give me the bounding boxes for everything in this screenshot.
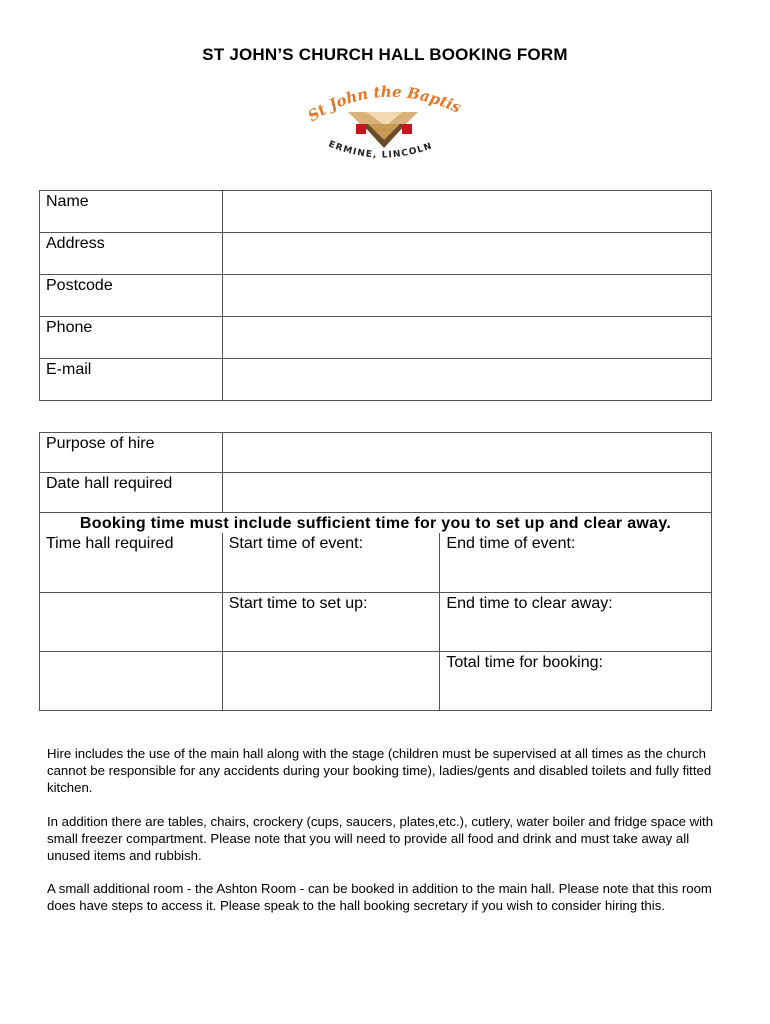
booking-details-table [39,432,712,711]
date-field[interactable] [222,473,711,513]
postcode-field[interactable] [222,275,711,317]
address-field[interactable] [222,233,711,275]
start-setup-field[interactable] [222,592,440,651]
start-event-field[interactable] [222,533,440,592]
date-label: Date hall required [40,473,223,513]
contact-row-phone [40,317,712,359]
email-field[interactable] [222,359,711,401]
contact-details-table [39,190,712,401]
start-setup-label: Start time to set up: [228,594,368,612]
equipment-paragraph: In addition there are tables, chairs, crockery (cups, saucers, plates,etc.), cutlery, water boiler and fridge space with small freezer compartment. Please note that you will need to provide all food and drink and must take away all unused items and rubbish. [47,814,714,863]
time-label: Time hall required [40,533,223,592]
logo-bottom-text: ERMINE, LINCOLN [326,139,435,161]
email-label: E-mail [40,359,223,401]
logo-top-text: St John the Baptis [304,82,464,126]
time-blank-cell [40,592,223,651]
phone-label: Phone [40,317,223,359]
purpose-label: Purpose of hire [40,433,223,473]
church-logo [300,82,470,172]
postcode-label: Postcode [40,275,223,317]
contact-row-email [40,359,712,401]
name-field[interactable] [222,191,711,233]
end-clear-field[interactable] [440,592,712,651]
phone-field[interactable] [222,317,711,359]
contact-row-address [40,233,712,275]
start-event-label: Start time of event: [228,535,364,552]
total-blank-cell-2 [222,651,440,710]
church-logo-icon [300,82,470,172]
hire-includes-paragraph: Hire includes the use of the main hall along with the stage (children must be supervised at all times as the church cannot be responsible for any accidents during your booking time), ladies/gents and disabled toilets and fully fitted kitchen. [47,746,712,795]
total-blank-cell [40,651,223,710]
total-time-field[interactable] [440,651,712,710]
end-event-field[interactable] [440,533,712,592]
ashton-room-paragraph: A small additional room - the Ashton Room - can be booked in addition to the main hall. Please note that this room does have steps to access it. Please speak to the hall booking secretary if you wish to consider hiring this. [47,881,712,913]
end-event-label: End time of event: [446,535,576,552]
form-title: ST JOHN’S CHURCH HALL BOOKING FORM [202,45,568,64]
total-time-label: Total time for booking: [446,653,603,671]
booking-time-notice: Booking time must include sufficient time for you to set up and clear away. [40,513,712,534]
purpose-field[interactable] [222,433,711,473]
end-clear-label: End time to clear away: [446,594,613,612]
address-label: Address [40,233,223,275]
contact-row-postcode [40,275,712,317]
contact-row-name [40,191,712,233]
name-label: Name [40,191,223,233]
